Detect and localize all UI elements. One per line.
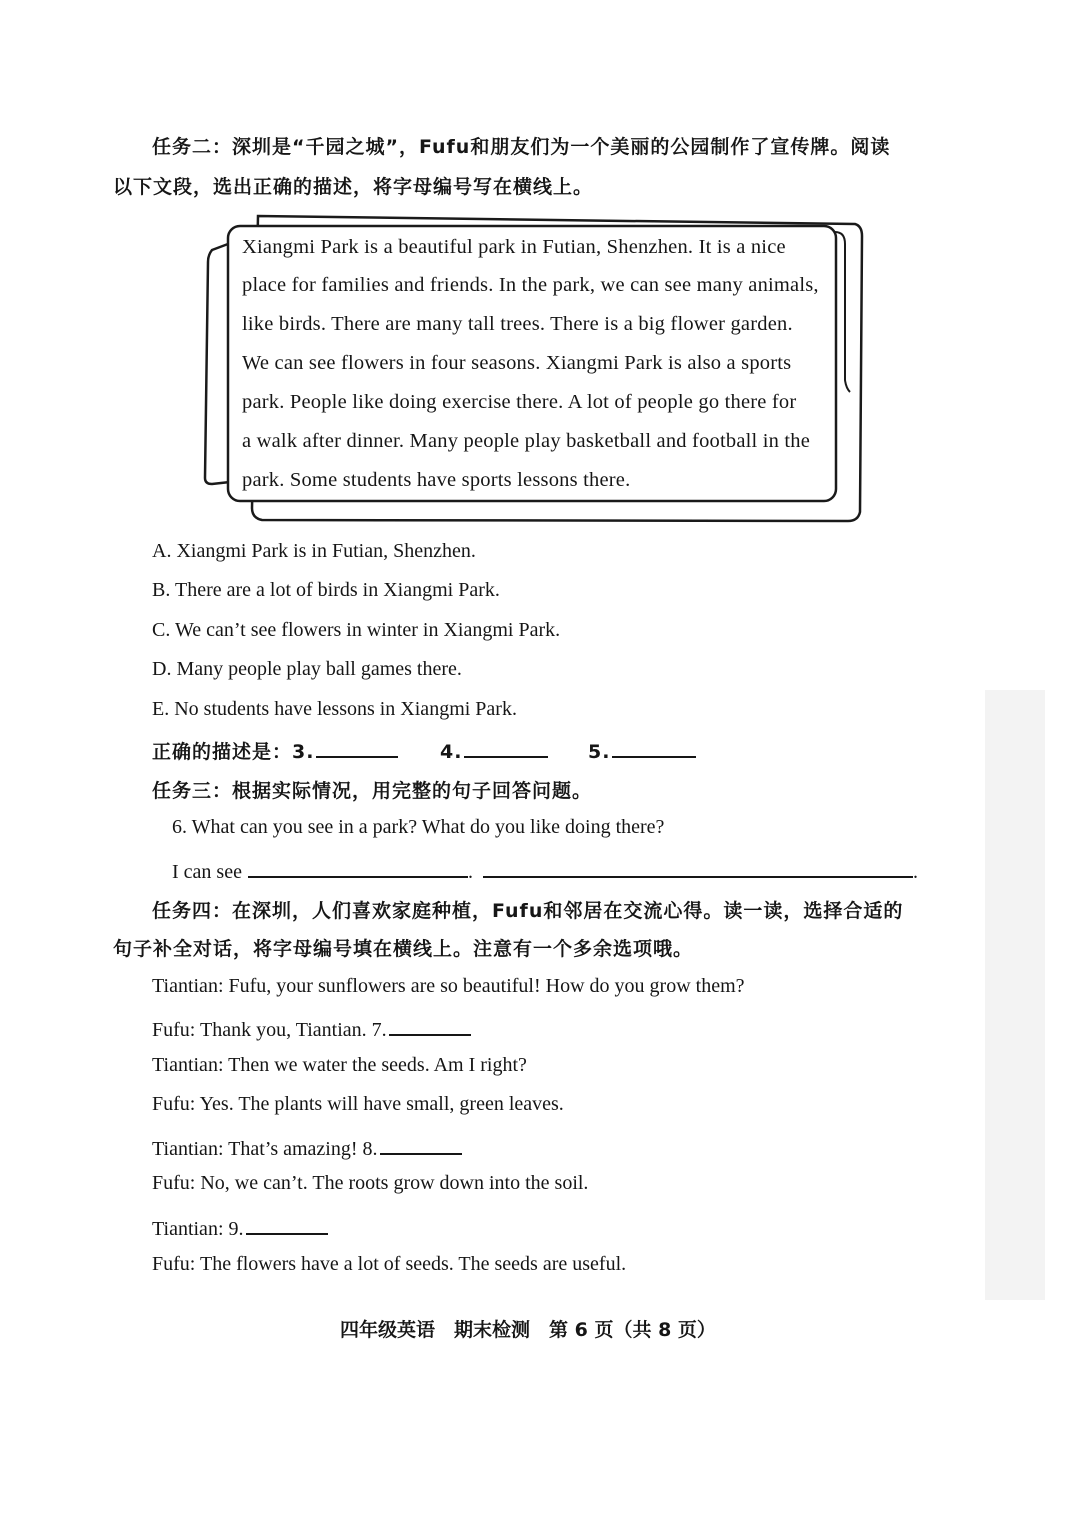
task3-answer-row — [172, 856, 918, 884]
dialogue-line-6: Fufu: No, we can’t. The roots grow down into the soil. — [152, 1172, 589, 1194]
task3-blank-2[interactable] — [483, 856, 913, 878]
passage-line-2: place for families and friends. In the park, we can see many animals, — [242, 274, 819, 296]
task3-period-2: . — [912, 861, 918, 883]
dialogue-blank-7[interactable] — [389, 1014, 471, 1036]
passage-line-1: Xiangmi Park is a beautiful park in Futian, Shenzhen. It is a nice — [242, 236, 786, 258]
dialogue-line-7: Tiantian: 9. — [152, 1218, 244, 1240]
answer-prefix: 正确的描述是：3. — [152, 741, 315, 763]
task3-question: 6. What can you see in a park? What do you like doing there? — [172, 816, 665, 838]
dialogue-line-1: Tiantian: Fufu, your sunflowers are so beautiful! How do you grow them? — [152, 975, 745, 997]
answer-4-label: 4. — [440, 741, 463, 763]
passage-line-3: like birds. There are many tall trees. There is a big flower garden. — [242, 313, 793, 335]
passage-line-7: park. Some students have sports lessons there. — [242, 469, 631, 491]
option-c: C. We can’t see flowers in winter in Xiangmi Park. — [152, 619, 561, 641]
option-b: B. There are a lot of birds in Xiangmi Park. — [152, 579, 500, 601]
task3-intro: 任务三：根据实际情况，用完整的句子回答问题。 — [152, 780, 593, 802]
answer-5-group — [588, 736, 696, 763]
answer-blank-3[interactable] — [316, 736, 398, 758]
task4-intro-line2: 句子补全对话，将字母编号填在横线上。注意有一个多余选项哦。 — [113, 938, 694, 960]
answer-4-group — [440, 736, 548, 763]
dialogue-line-7-row — [152, 1213, 328, 1241]
option-a: A. Xiangmi Park is in Futian, Shenzhen. — [152, 540, 476, 562]
option-e: E. No students have lessons in Xiangmi Park. — [152, 698, 517, 720]
task4-intro-line1: 任务四：在深圳，人们喜欢家庭种植，Fufu和邻居在交流心得。读一读，选择合适的 — [152, 900, 904, 922]
task2-intro-line1: 任务二：深圳是“千园之城”，Fufu和朋友们为一个美丽的公园制作了宣传牌。阅读 — [152, 136, 891, 158]
answer-blank-4[interactable] — [464, 736, 548, 758]
task3-period-1: . — [467, 861, 473, 883]
answer-5-label: 5. — [588, 741, 611, 763]
passage-line-4: We can see flowers in four seasons. Xiangmi Park is also a sports — [242, 352, 792, 374]
answer-row — [152, 736, 398, 764]
dialogue-blank-8[interactable] — [380, 1133, 462, 1155]
dialogue-line-5: Tiantian: That’s amazing! 8. — [152, 1138, 378, 1160]
dialogue-line-2: Fufu: Thank you, Tiantian. 7. — [152, 1019, 387, 1041]
passage-line-6: a walk after dinner. Many people play basketball and football in the — [242, 430, 811, 452]
dialogue-line-8: Fufu: The flowers have a lot of seeds. The seeds are useful. — [152, 1253, 627, 1275]
dialogue-line-2-row — [152, 1014, 471, 1042]
task3-answer-start: I can see — [172, 861, 242, 883]
answer-blank-5[interactable] — [612, 736, 696, 758]
dialogue-line-3: Tiantian: Then we water the seeds. Am I right? — [152, 1054, 527, 1076]
dialogue-line-5-row — [152, 1133, 462, 1161]
page-footer: 四年级英语 期末检测 第 6 页（共 8 页） — [340, 1319, 716, 1341]
dialogue-line-4: Fufu: Yes. The plants will have small, green leaves. — [152, 1093, 564, 1115]
task3-blank-1[interactable] — [248, 856, 468, 878]
option-d: D. Many people play ball games there. — [152, 658, 462, 680]
dialogue-blank-9[interactable] — [246, 1213, 328, 1235]
passage-line-5: park. People like doing exercise there. A lot of people go there for — [242, 391, 797, 413]
task2-intro-line2: 以下文段，选出正确的描述，将字母编号写在横线上。 — [113, 176, 594, 198]
